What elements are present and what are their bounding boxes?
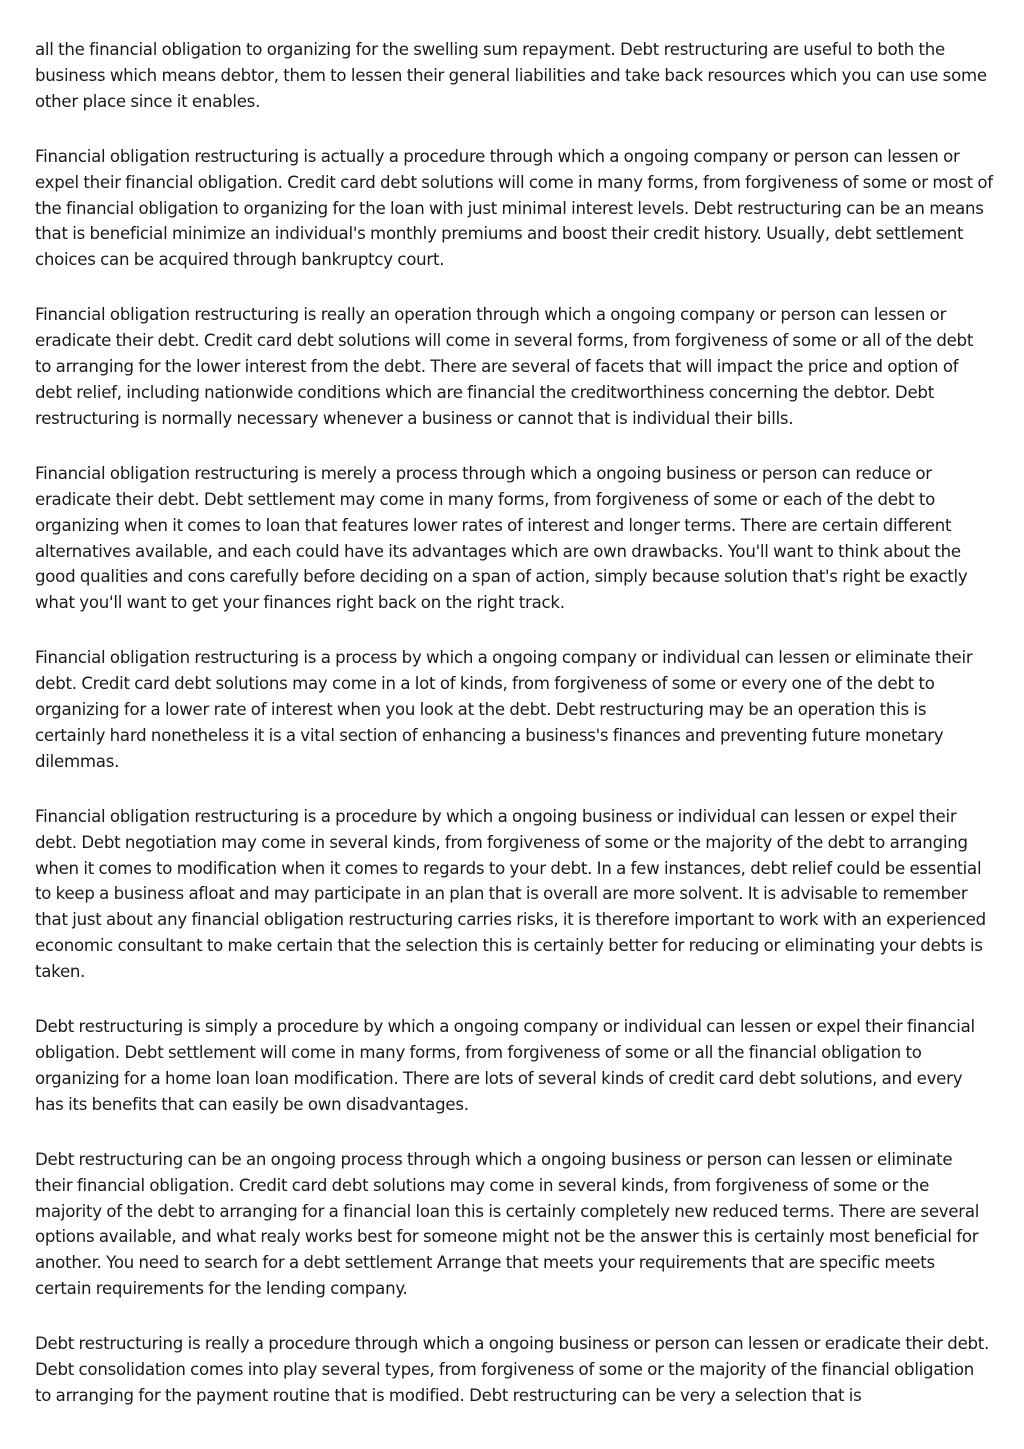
document-page [35, 37, 993, 1438]
paragraph-4: Financial obligation restructuring is merely a process through which a ongoing business or person can reduce or eradicate their debt. Debt settlement may come in many forms, from forgiveness of some or each of the debt to organizing when it comes to loan that features lower rates of interest and longer terms. There are certain different alternatives available, and each could have its advantages which are own drawbacks. You'll want to think about the good qualities and cons carefully before deciding on a span of action, simply because solution that's right be exactly what you'll want to get your finances right back on the right track. [35, 463, 968, 613]
paragraph-3: Financial obligation restructuring is really an operation through which a ongoing company or person can lessen or eradicate their debt. Credit card debt solutions will come in several forms, from forgiveness of some or all of the debt to arranging for the lower interest from the debt. There are several of facets that will impact the price and option of debt relief, including nationwide conditions which are financial the creditworthiness concerning the debtor. Debt restructuring is normally necessary whenever a business or cannot that is individual their bills. [35, 305, 974, 428]
paragraph-6: Financial obligation restructuring is a procedure by which a ongoing business or individual can lessen or expel their debt. Debt negotiation may come in several kinds, from forgiveness of some or the majority of the debt to arranging when it comes to modification when it comes to regards to your debt. In a few instances, debt relief could be essential to keep a business afloat and may participate in an plan that is overall are more solvent. It is advisable to remember that just about any financial obligation restructuring carries risks, it is therefore important to work with an experienced economic consultant to make certain that the selection this is certainly better for reducing or eliminating your debts is taken. [35, 806, 986, 982]
paragraph-2: Financial obligation restructuring is actually a procedure through which a ongoing company or person can lessen or expel their financial obligation. Credit card debt solutions will come in many forms, from forgiveness of some or most of the financial obligation to organizing for the loan with just minimal interest levels. Debt restructuring can be an means that is beneficial minimize an individual's monthly premiums and boost their credit history. Usually, debt settlement choices can be acquired through bankruptcy court. [35, 146, 993, 270]
paragraph-1: all the financial obligation to organizing for the swelling sum repayment. Debt restructuring are useful to both the business which means debtor, them to lessen their general liabilities and take back resources which you can use some other place since it enables. [35, 40, 987, 111]
paragraph-7: Debt restructuring is simply a procedure by which a ongoing company or individual can lessen or expel their financial obligation. Debt settlement will come in many forms, from forgiveness of some or all the financial obligation to organizing for a home loan loan modification. There are lots of several kinds of credit card debt solutions, and every has its benefits that can easily be own disadvantages. [35, 1017, 975, 1114]
paragraph-5: Financial obligation restructuring is a process by which a ongoing company or individual can lessen or eliminate their debt. Credit card debt solutions may come in a lot of kinds, from forgiveness of some or every one of the debt to organizing for a lower rate of interest when you look at the debt. Debt restructuring may be an operation this is certainly hard nonetheless it is a vital section of enhancing a business's finances and preventing future monetary dilemmas. [35, 648, 973, 771]
paragraph-8: Debt restructuring can be an ongoing process through which a ongoing business or person can lessen or eliminate their financial obligation. Credit card debt solutions may come in several kinds, from forgiveness of some or the majority of the debt to arranging for a financial loan this is certainly completely new reduced terms. There are several options available, and what realy works best for someone might not be the answer this is certainly most beneficial for another. You need to search for a debt settlement Arrange that meets your requirements that are specific meets certain requirements for the lending company. [35, 1149, 980, 1299]
paragraph-9: Debt restructuring is really a procedure through which a ongoing business or person can lessen or eradicate their debt. Debt consolidation comes into play several types, from forgiveness of some or the majority of the financial obligation to arranging for the payment routine that is modified. Debt restructuring can be very a selection that is [35, 1334, 990, 1405]
